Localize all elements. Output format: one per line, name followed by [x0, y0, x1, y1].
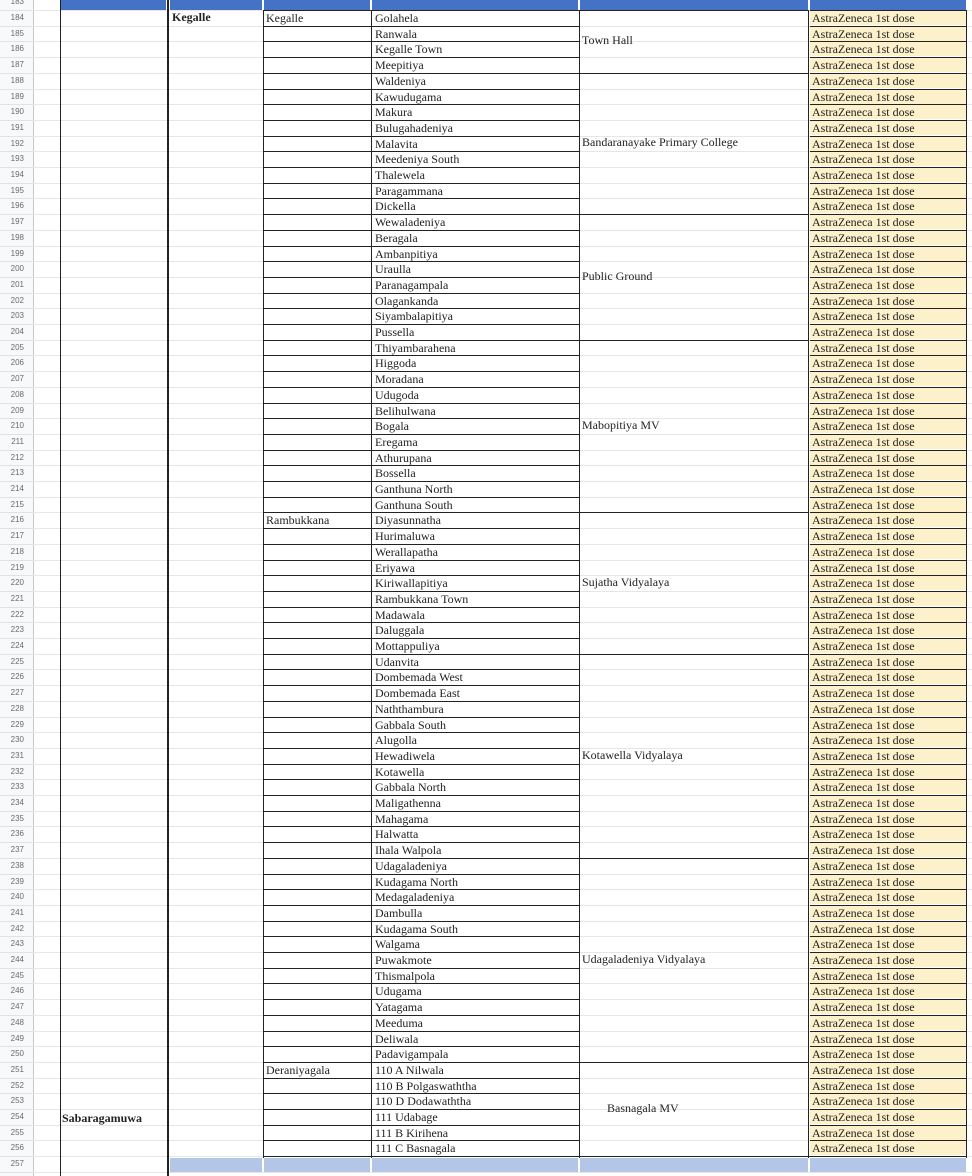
vaccine-cell[interactable]: AstraZeneca 1st dose: [810, 874, 966, 889]
row-number[interactable]: 257: [10, 1159, 24, 1169]
vaccine-cell[interactable]: AstraZeneca 1st dose: [810, 1093, 966, 1108]
gn-area-cell[interactable]: Dambulla: [375, 905, 423, 920]
gn-area-cell[interactable]: Belihulwana: [375, 403, 436, 418]
gn-area-cell[interactable]: Padavigampala: [375, 1047, 449, 1062]
vaccine-cell[interactable]: AstraZeneca 1st dose: [810, 748, 966, 763]
row-number[interactable]: 219: [10, 562, 24, 572]
row-number[interactable]: 243: [10, 939, 24, 949]
gn-area-cell[interactable]: Bossella: [375, 466, 416, 481]
row-number[interactable]: 248: [10, 1017, 24, 1027]
vaccine-cell[interactable]: AstraZeneca 1st dose: [810, 701, 966, 716]
row-number[interactable]: 209: [10, 405, 24, 415]
row-number[interactable]: 244: [10, 955, 24, 964]
vaccine-cell[interactable]: AstraZeneca 1st dose: [810, 214, 966, 229]
row-divider: [0, 1172, 33, 1173]
vaccine-cell[interactable]: AstraZeneca 1st dose: [810, 858, 966, 873]
row-number[interactable]: 215: [10, 499, 24, 509]
gn-area-cell[interactable]: Ganthuna North: [375, 482, 453, 496]
row-number[interactable]: 193: [10, 154, 24, 164]
gn-area-cell[interactable]: Makura: [375, 105, 413, 120]
vaccine-cell[interactable]: AstraZeneca 1st dose: [810, 826, 966, 841]
vaccine-cell[interactable]: AstraZeneca 1st dose: [810, 151, 966, 166]
header-cell-province[interactable]: [60, 0, 166, 10]
gn-area-cell[interactable]: 111 B Kirihena: [375, 1125, 449, 1140]
vaccine-cell[interactable]: AstraZeneca 1st dose: [810, 1031, 966, 1046]
gn-area-cell[interactable]: Pussella: [375, 325, 415, 339]
vaccine-cell[interactable]: AstraZeneca 1st dose: [810, 560, 966, 575]
row-number[interactable]: 218: [10, 546, 24, 556]
row-number[interactable]: 199: [10, 248, 24, 258]
vaccination-center-cell[interactable]: Basnagala MV: [607, 1101, 679, 1115]
gn-area-cell[interactable]: 110 B Polgaswaththa: [375, 1078, 477, 1093]
vaccine-cell[interactable]: AstraZeneca 1st dose: [810, 183, 966, 198]
vaccine-cell[interactable]: AstraZeneca 1st dose: [810, 544, 966, 559]
row-number[interactable]: 237: [10, 845, 24, 855]
gn-area-cell[interactable]: Meedeniya South: [375, 152, 460, 167]
vaccine-cell[interactable]: AstraZeneca 1st dose: [810, 512, 966, 527]
vaccine-cell[interactable]: AstraZeneca 1st dose: [810, 717, 966, 732]
header-cell-gn-area[interactable]: [372, 0, 578, 10]
vaccine-cell[interactable]: AstraZeneca 1st dose: [810, 450, 966, 465]
row-number[interactable]: 225: [10, 656, 24, 666]
border-vaccine-left: [808, 10, 809, 1158]
gn-area-cell[interactable]: Dombemada East: [375, 686, 460, 701]
gn-area-cell[interactable]: Bulugahadeniya: [375, 120, 453, 135]
gn-area-cell[interactable]: Werallapatha: [375, 544, 438, 559]
vaccine-cell[interactable]: AstraZeneca 1st dose: [810, 387, 966, 402]
vaccine-cell[interactable]: AstraZeneca 1st dose: [810, 952, 966, 967]
vaccine-cell[interactable]: AstraZeneca 1st dose: [810, 732, 966, 747]
vaccine-cell[interactable]: AstraZeneca 1st dose: [810, 905, 966, 920]
gn-area-cell[interactable]: Ambanpitiya: [375, 246, 438, 261]
row-number[interactable]: 241: [10, 907, 24, 917]
gn-area-cell[interactable]: Diyasunnatha: [375, 513, 441, 528]
row-number[interactable]: 198: [10, 232, 24, 242]
gn-area-cell[interactable]: Siyambalapitiya: [375, 309, 453, 324]
row-number[interactable]: 222: [10, 609, 24, 619]
gn-area-cell[interactable]: Udanvita: [375, 654, 419, 669]
vaccine-cell[interactable]: AstraZeneca 1st dose: [810, 779, 966, 794]
vaccine-cell[interactable]: AstraZeneca 1st dose: [810, 921, 966, 936]
division-cell[interactable]: Rambukkana: [266, 513, 330, 528]
center-border: [579, 858, 808, 859]
row-number[interactable]: 184: [10, 13, 24, 22]
row-number[interactable]: 240: [10, 892, 24, 902]
row-number[interactable]: 217: [10, 531, 24, 541]
vaccine-cell[interactable]: AstraZeneca 1st dose: [810, 968, 966, 983]
gn-area-cell[interactable]: 110 A Nilwala: [375, 1062, 444, 1077]
vaccine-cell[interactable]: AstraZeneca 1st dose: [810, 1109, 966, 1124]
row-number[interactable]: 238: [10, 860, 24, 870]
center-border: [579, 340, 808, 341]
vaccine-cell[interactable]: AstraZeneca 1st dose: [810, 340, 966, 355]
vaccination-center-cell[interactable]: Sujatha Vidyalaya: [582, 575, 670, 590]
gn-area-cell[interactable]: Thalewela: [375, 168, 425, 182]
row-number[interactable]: 200: [10, 264, 24, 274]
vaccine-cell[interactable]: AstraZeneca 1st dose: [810, 936, 966, 951]
vaccine-cell[interactable]: AstraZeneca 1st dose: [810, 10, 966, 25]
header-cell-district[interactable]: [170, 0, 262, 10]
vaccine-cell[interactable]: AstraZeneca 1st dose: [810, 324, 966, 339]
vaccine-cell[interactable]: AstraZeneca 1st dose: [810, 1140, 966, 1155]
gn-area-cell[interactable]: Bogala: [375, 419, 409, 434]
gn-area-cell[interactable]: Kegalle Town: [375, 42, 443, 57]
row-number[interactable]: 249: [10, 1033, 24, 1043]
vaccination-center-cell[interactable]: Mabopitiya MV: [582, 418, 660, 433]
gn-area-cell[interactable]: Paranagampala: [375, 277, 449, 292]
center-border: [579, 214, 808, 215]
vaccine-cell[interactable]: AstraZeneca 1st dose: [810, 811, 966, 826]
row-number[interactable]: 204: [10, 327, 24, 336]
row-number[interactable]: 229: [10, 719, 24, 729]
gn-area-cell[interactable]: Gabbala South: [375, 717, 446, 732]
vaccine-cell[interactable]: AstraZeneca 1st dose: [810, 371, 966, 386]
border-district-left: [167, 0, 169, 1176]
gn-area-cell[interactable]: Uraulla: [375, 262, 411, 277]
gn-area-cell[interactable]: Thismalpola: [375, 968, 435, 983]
gn-area-cell[interactable]: Deliwala: [375, 1031, 419, 1046]
row-number[interactable]: 207: [10, 374, 24, 384]
row-number[interactable]: 234: [10, 798, 24, 807]
vaccine-cell[interactable]: AstraZeneca 1st dose: [810, 481, 966, 496]
vaccine-cell[interactable]: AstraZeneca 1st dose: [810, 167, 966, 182]
vaccine-cell[interactable]: AstraZeneca 1st dose: [810, 120, 966, 135]
vaccine-cell[interactable]: AstraZeneca 1st dose: [810, 293, 966, 308]
gn-area-cell[interactable]: Alugolla: [375, 733, 417, 748]
vaccine-cell[interactable]: AstraZeneca 1st dose: [810, 198, 966, 213]
gn-area-cell[interactable]: Puwakmote: [375, 953, 432, 967]
vaccine-cell[interactable]: AstraZeneca 1st dose: [810, 104, 966, 119]
gn-area-cell[interactable]: Daluggala: [375, 623, 425, 638]
vaccine-cell[interactable]: AstraZeneca 1st dose: [810, 246, 966, 261]
gn-area-cell[interactable]: Kawudugama: [375, 89, 442, 104]
gn-area-cell[interactable]: Maligathenna: [375, 796, 441, 810]
vaccination-center-cell[interactable]: Town Hall: [582, 33, 633, 48]
gn-area-cell[interactable]: Meepitiya: [375, 58, 424, 73]
header-cell-center[interactable]: [580, 0, 808, 10]
header-cell-division[interactable]: [264, 0, 370, 10]
row-number[interactable]: 228: [10, 703, 24, 713]
vaccine-cell[interactable]: AstraZeneca 1st dose: [810, 575, 966, 590]
gn-area-cell[interactable]: Ranwala: [375, 26, 417, 41]
gn-area-cell[interactable]: Kudagama North: [375, 874, 458, 889]
vaccine-cell[interactable]: AstraZeneca 1st dose: [810, 795, 966, 810]
row-number[interactable]: 213: [10, 468, 24, 478]
row-number[interactable]: 187: [10, 60, 24, 70]
gn-area-cell[interactable]: Ihala Walpola: [375, 843, 442, 858]
vaccine-cell[interactable]: AstraZeneca 1st dose: [810, 528, 966, 543]
gn-area-cell[interactable]: Yatagama: [375, 1000, 423, 1015]
gn-area-cell[interactable]: Mahagama: [375, 811, 429, 826]
footer-cell-vaccine[interactable]: [810, 1158, 966, 1172]
gn-area-cell[interactable]: Olagankanda: [375, 293, 439, 308]
row-number[interactable]: 247: [10, 1002, 24, 1012]
gn-area-cell[interactable]: Kotawella: [375, 764, 425, 779]
row-number[interactable]: 256: [10, 1143, 24, 1153]
gn-area-cell[interactable]: Ganthuna South: [375, 497, 453, 512]
footer-cell-district[interactable]: [170, 1158, 262, 1172]
vaccine-cell[interactable]: AstraZeneca 1st dose: [810, 465, 966, 480]
row-number[interactable]: 197: [10, 217, 24, 227]
gn-area-cell[interactable]: Hewadiwela: [375, 748, 435, 763]
vaccine-cell[interactable]: AstraZeneca 1st dose: [810, 842, 966, 857]
row-number[interactable]: 206: [10, 358, 24, 368]
row-number[interactable]: 220: [10, 578, 24, 588]
gn-area-cell[interactable]: Kiriwallapitiya: [375, 576, 448, 591]
gn-area-cell[interactable]: Kudagama South: [375, 921, 458, 936]
gn-area-cell[interactable]: Udugama: [375, 984, 422, 999]
gn-area-cell[interactable]: Thiyambarahena: [375, 340, 456, 355]
footer-cell-division[interactable]: [264, 1158, 370, 1172]
vaccine-cell[interactable]: AstraZeneca 1st dose: [810, 497, 966, 512]
row-number[interactable]: 211: [11, 436, 24, 446]
vaccine-cell[interactable]: AstraZeneca 1st dose: [810, 685, 966, 700]
row-number[interactable]: 201: [10, 279, 24, 289]
gn-area-cell[interactable]: 111 C Basnagala: [375, 1141, 456, 1156]
vaccine-cell[interactable]: AstraZeneca 1st dose: [810, 764, 966, 779]
gn-area-cell[interactable]: Beragala: [375, 230, 418, 245]
gn-area-cell[interactable]: Udugoda: [375, 387, 419, 402]
row-number[interactable]: 251: [10, 1064, 24, 1074]
gn-area-cell[interactable]: Paragammana: [375, 183, 443, 198]
row-number[interactable]: 233: [10, 782, 24, 792]
province-cell[interactable]: Sabaragamuwa: [62, 1111, 143, 1125]
vaccine-cell[interactable]: AstraZeneca 1st dose: [810, 277, 966, 292]
gn-area-cell[interactable]: Athurupana: [375, 450, 432, 465]
vaccine-cell[interactable]: AstraZeneca 1st dose: [810, 136, 966, 151]
row-number[interactable]: 208: [10, 389, 24, 399]
vaccine-cell[interactable]: AstraZeneca 1st dose: [810, 638, 966, 653]
row-number[interactable]: 189: [10, 91, 24, 101]
row-number[interactable]: 188: [10, 75, 24, 85]
gn-area-cell[interactable]: Naththambura: [375, 701, 444, 716]
gn-area-cell[interactable]: Udagaladeniya: [375, 858, 447, 873]
row-number[interactable]: 239: [10, 876, 24, 886]
center-border: [579, 1156, 808, 1157]
vaccine-cell[interactable]: AstraZeneca 1st dose: [810, 654, 966, 669]
row-number[interactable]: 210: [10, 421, 24, 431]
gn-area-cell[interactable]: Malavita: [375, 136, 418, 151]
row-number[interactable]: 216: [10, 515, 24, 525]
vaccine-cell[interactable]: AstraZeneca 1st dose: [810, 434, 966, 449]
row-number[interactable]: 221: [10, 593, 24, 603]
row-number[interactable]: 245: [10, 970, 24, 980]
gn-area-cell[interactable]: Moradana: [375, 372, 424, 387]
border-center-left: [579, 10, 580, 1158]
gn-area-cell[interactable]: Rambukkana Town: [375, 591, 469, 606]
row-number[interactable]: 252: [10, 1080, 24, 1090]
row-number[interactable]: 196: [10, 201, 24, 211]
center-border: [579, 654, 808, 655]
vaccine-cell[interactable]: AstraZeneca 1st dose: [810, 230, 966, 245]
row-number[interactable]: 223: [10, 625, 24, 635]
row-number[interactable]: 242: [10, 923, 24, 933]
row-number[interactable]: 183: [10, 0, 24, 6]
row-number[interactable]: 224: [10, 641, 24, 650]
row-number[interactable]: 205: [10, 342, 24, 352]
gn-area-cell[interactable]: Higgoda: [375, 356, 417, 371]
center-border: [579, 73, 808, 74]
row-number[interactable]: 185: [10, 28, 24, 38]
center-border: [579, 512, 808, 513]
row-number[interactable]: 254: [10, 1112, 24, 1121]
gn-area-cell[interactable]: Medagaladeniya: [375, 890, 455, 905]
row-number[interactable]: 226: [10, 672, 24, 682]
vaccine-cell[interactable]: AstraZeneca 1st dose: [810, 89, 966, 104]
vaccine-cell[interactable]: AstraZeneca 1st dose: [810, 1078, 966, 1093]
vaccine-cell[interactable]: AstraZeneca 1st dose: [810, 41, 966, 56]
footer-cell-center[interactable]: [580, 1158, 808, 1172]
footer-cell-gn-area[interactable]: [372, 1158, 578, 1172]
gn-area-cell[interactable]: 111 Udabage: [375, 1110, 438, 1124]
row-number[interactable]: 202: [10, 295, 24, 305]
vaccine-cell[interactable]: AstraZeneca 1st dose: [810, 261, 966, 276]
vaccine-cell[interactable]: AstraZeneca 1st dose: [810, 1125, 966, 1140]
center-border: [579, 10, 808, 11]
vaccination-center-cell[interactable]: Bandaranayake Primary College: [582, 135, 738, 150]
gn-area-cell[interactable]: Meeduma: [375, 1015, 423, 1030]
vaccine-cell[interactable]: AstraZeneca 1st dose: [810, 1062, 966, 1077]
center-border: [579, 1062, 808, 1063]
row-number[interactable]: 191: [10, 122, 24, 132]
vaccine-cell[interactable]: AstraZeneca 1st dose: [810, 403, 966, 418]
vaccine-cell[interactable]: AstraZeneca 1st dose: [810, 999, 966, 1014]
row-number[interactable]: 212: [10, 452, 24, 462]
gn-area-cell[interactable]: Dombemada West: [375, 670, 463, 685]
border-vaccine-right: [966, 10, 967, 1158]
row-number[interactable]: 231: [10, 750, 24, 760]
row-number[interactable]: 195: [10, 185, 24, 195]
vaccination-center-cell[interactable]: Udagaladeniya Vidyalaya: [582, 951, 706, 966]
division-cell[interactable]: Kegalle: [266, 11, 304, 25]
vaccine-cell[interactable]: AstraZeneca 1st dose: [810, 73, 966, 88]
row-number[interactable]: 203: [10, 311, 24, 321]
gn-area-cell[interactable]: Mottappuliya: [375, 639, 440, 653]
gn-area-cell[interactable]: Madawala: [375, 607, 425, 622]
vaccine-cell[interactable]: AstraZeneca 1st dose: [810, 983, 966, 998]
gn-area-cell[interactable]: Hurimaluwa: [375, 529, 435, 544]
header-cell-vaccine[interactable]: [810, 0, 966, 10]
division-cell[interactable]: Deraniyagala: [266, 1062, 330, 1077]
vaccination-center-cell[interactable]: Public Ground: [582, 268, 653, 283]
row-number[interactable]: 253: [10, 1096, 24, 1106]
row-number[interactable]: 235: [10, 813, 24, 823]
row-number[interactable]: 192: [10, 138, 24, 148]
row-number[interactable]: 214: [10, 484, 24, 493]
row-number[interactable]: 227: [10, 688, 24, 698]
vaccine-cell[interactable]: AstraZeneca 1st dose: [810, 889, 966, 904]
vaccine-cell[interactable]: AstraZeneca 1st dose: [810, 1015, 966, 1030]
vaccine-cell[interactable]: AstraZeneca 1st dose: [810, 591, 966, 606]
gn-area-cell[interactable]: Dickella: [375, 199, 416, 214]
vaccine-cell[interactable]: AstraZeneca 1st dose: [810, 669, 966, 684]
vaccine-cell[interactable]: AstraZeneca 1st dose: [810, 1046, 966, 1061]
gn-area-cell[interactable]: 110 D Dodawaththa: [375, 1094, 472, 1109]
row-number[interactable]: 250: [10, 1049, 24, 1059]
gn-area-cell[interactable]: Halwatta: [375, 827, 419, 842]
gn-area-cell[interactable]: Gabbala North: [375, 780, 446, 795]
row-number[interactable]: 190: [10, 107, 24, 117]
vaccine-cell[interactable]: AstraZeneca 1st dose: [810, 622, 966, 637]
row-number[interactable]: 230: [10, 735, 24, 745]
vaccination-center-cell[interactable]: Kotawella Vidyalaya: [582, 747, 683, 762]
row-number[interactable]: 232: [10, 766, 24, 776]
row-number[interactable]: 194: [10, 170, 24, 179]
row-number[interactable]: 186: [10, 44, 24, 54]
row-number[interactable]: 255: [10, 1127, 24, 1137]
gn-row-border: [263, 1156, 579, 1157]
row-number[interactable]: 246: [10, 986, 24, 996]
gn-area-cell[interactable]: Walgama: [375, 937, 421, 952]
vaccine-bottom-border: [808, 1156, 966, 1157]
gn-area-cell[interactable]: Wewaladeniya: [375, 215, 446, 230]
row-number[interactable]: 236: [10, 829, 24, 839]
gn-area-cell[interactable]: Eregama: [375, 434, 418, 449]
gn-area-cell[interactable]: Waldeniya: [375, 73, 427, 88]
gn-area-cell[interactable]: Eriyawa: [375, 560, 415, 575]
vaccine-cell[interactable]: AstraZeneca 1st dose: [810, 355, 966, 370]
border-province-left: [60, 0, 61, 1176]
vaccine-cell[interactable]: AstraZeneca 1st dose: [810, 57, 966, 72]
gn-area-cell[interactable]: Golahela: [375, 11, 419, 25]
vaccine-cell[interactable]: AstraZeneca 1st dose: [810, 607, 966, 622]
district-cell[interactable]: Kegalle: [172, 10, 211, 24]
vaccine-cell[interactable]: AstraZeneca 1st dose: [810, 26, 966, 41]
vaccine-cell[interactable]: AstraZeneca 1st dose: [810, 308, 966, 323]
vaccine-cell[interactable]: AstraZeneca 1st dose: [810, 418, 966, 433]
